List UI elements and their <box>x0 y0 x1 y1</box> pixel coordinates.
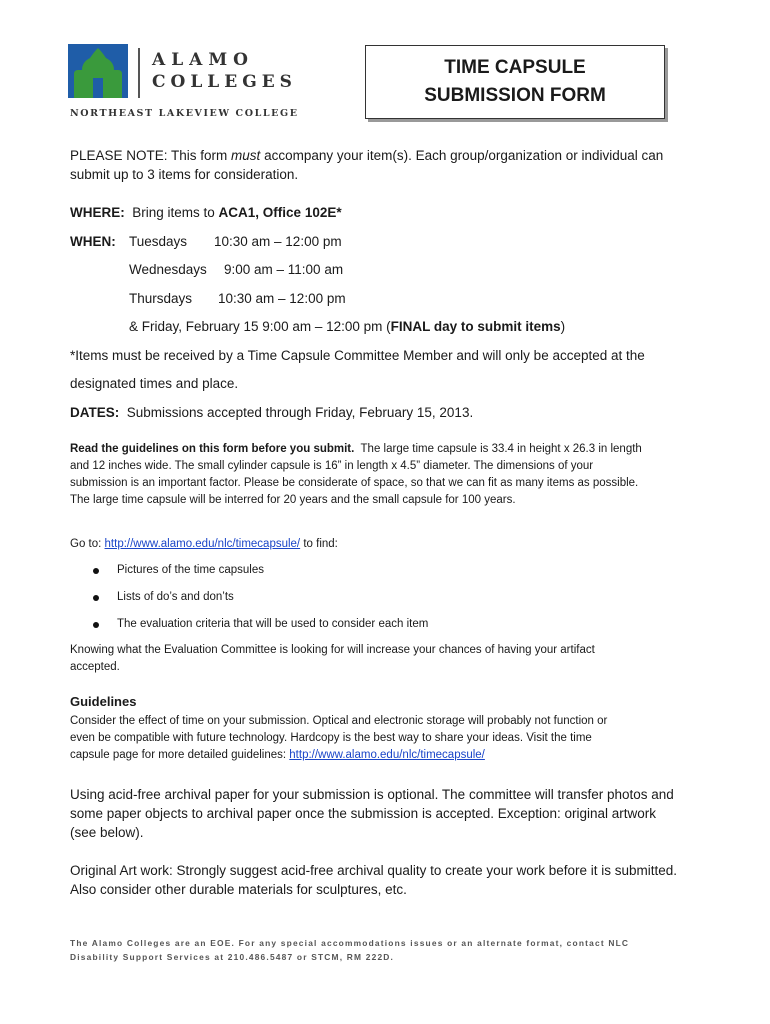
read-line4: The large time capsule will be interred for 20 years and the small capsule for 100 years. <box>70 494 516 506</box>
dates-line <box>70 403 473 422</box>
when-time-2: 9:00 am – 11:00 am <box>224 262 344 277</box>
when-time-3: 10:30 am – 12:00 pm <box>218 291 346 306</box>
bullet-dot <box>93 568 99 574</box>
logo-colleges-text: COLLEGES <box>152 72 297 92</box>
goto-prefix: Go to: <box>70 538 105 550</box>
footer-eoe <box>70 936 629 964</box>
when-time-1: 10:30 am – 12:00 pm <box>214 234 342 249</box>
dates-text: Submissions accepted through Friday, February 15, 2013. <box>126 405 474 420</box>
where-text: Bring items to <box>132 205 219 220</box>
bullet-item-2: Lists of do’s and don’ts <box>117 591 234 603</box>
knowing-line2: accepted. <box>70 661 120 673</box>
where-place: ACA1, Office 102E* <box>218 205 342 220</box>
goto-suffix: to find: <box>300 538 338 550</box>
when-day-3: Thursdays <box>129 291 193 306</box>
bullet-dot <box>93 622 99 628</box>
please-note <box>70 146 663 165</box>
guidelines-link[interactable]: http://www.alamo.edu/nlc/timecapsule/ <box>289 749 485 761</box>
friday-text: & Friday, February 15 9:00 am – 12:00 pm ( <box>129 319 391 334</box>
form-title-box <box>365 45 665 119</box>
art-line1: Original Art work: Strongly suggest acid-free archival quality to create your work before it is submitted. <box>70 863 678 878</box>
acid-line2: some paper objects to archival paper once the submission is accepted. Exception: original artwork <box>70 806 657 821</box>
note-prefix: PLEASE NOTE: This form <box>70 148 232 163</box>
when-friday <box>129 317 565 336</box>
logo-alamo-text: ALAMO <box>152 50 254 70</box>
bullet-dot <box>93 595 99 601</box>
form-title-line1: TIME CAPSULE <box>444 57 586 78</box>
read-line1 <box>70 441 642 458</box>
when-day-1: Tuesdays <box>129 234 188 249</box>
goto-line <box>70 536 338 553</box>
logo-divider <box>138 48 140 98</box>
alamo-mission-icon <box>68 44 128 98</box>
note-emph: must <box>231 148 261 163</box>
form-title-line2: SUBMISSION FORM <box>424 85 606 106</box>
when-day-2: Wednesdays <box>129 262 207 277</box>
read-bold: Read the guidelines on this form before you submit. <box>70 443 355 455</box>
read-line2: and 12 inches wide. The small cylinder capsule is 16” in length x 4.5” diameter. The dimensions of your <box>70 460 594 472</box>
friday-final: FINAL day to submit items <box>390 319 561 334</box>
guidelines-line3 <box>70 747 485 764</box>
guidelines-heading: Guidelines <box>70 694 137 709</box>
logo-college-name: NORTHEAST LAKEVIEW COLLEGE <box>70 108 299 119</box>
note-rest: accompany your item(s). Each group/organization or individual can <box>260 148 664 163</box>
received-line2: designated times and place. <box>70 376 239 391</box>
dates-label: DATES: <box>70 405 120 420</box>
footer-line1: The Alamo Colleges are an EOE. For any special accommodations issues or an alternate format, contact NLC <box>70 938 630 948</box>
bullet-item-3: The evaluation criteria that will be used to consider each item <box>117 618 429 630</box>
guidelines-text3: capsule page for more detailed guidelines: <box>70 749 290 761</box>
footer-line2: Disability Support Services at 210.486.5487 or STCM, RM 222D. <box>70 952 395 962</box>
read-line3: submission is an important factor. Please be considerate of space, so that we can fit as many items as possible. <box>70 477 639 489</box>
where-label: WHERE: <box>70 205 125 220</box>
acid-line3: (see below). <box>70 825 144 840</box>
read-text1: The large time capsule is 33.4 in height x 26.3 in length <box>360 443 642 455</box>
guidelines-line1: Consider the effect of time on your submission. Optical and electronic storage will probably not function or <box>70 715 608 727</box>
friday-end: ) <box>560 319 566 334</box>
art-line2: Also consider other durable materials for sculptures, etc. <box>70 882 407 897</box>
acid-line1: Using acid-free archival paper for your submission is optional. The committee will transfer photos and <box>70 787 674 802</box>
where-line <box>70 203 342 222</box>
timecapsule-link[interactable]: http://www.alamo.edu/nlc/timecapsule/ <box>104 538 301 550</box>
knowing-line1: Knowing what the Evaluation Committee is looking for will increase your chances of having your artifact <box>70 644 595 656</box>
guidelines-line2: even be compatible with future technology. Hardcopy is the best way to share your ideas. Visit the time <box>70 732 592 744</box>
bullet-item-1: Pictures of the time capsules <box>117 564 265 576</box>
note-line2: submit up to 3 items for consideration. <box>70 167 299 182</box>
when-label: WHEN: <box>70 234 116 249</box>
received-line1: *Items must be received by a Time Capsule Committee Member and will only be accepted at the <box>70 348 645 363</box>
